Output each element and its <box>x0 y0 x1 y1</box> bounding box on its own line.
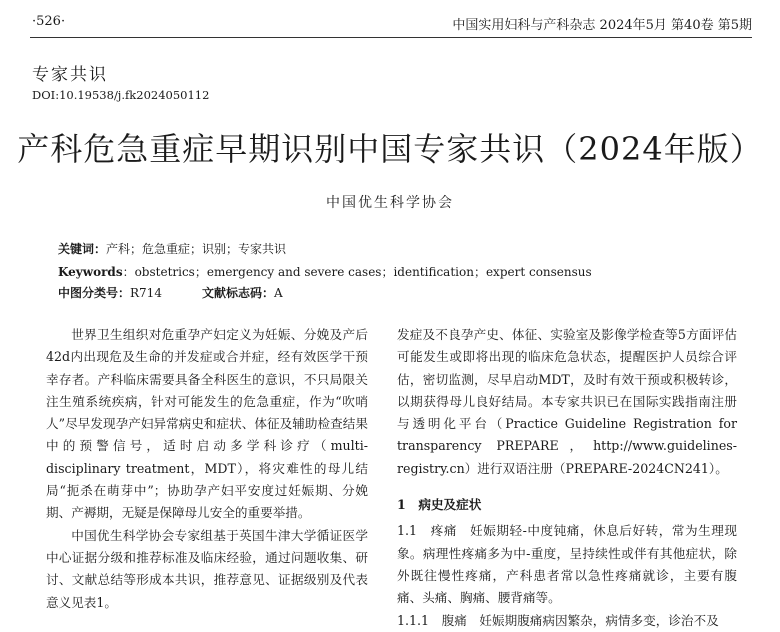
method-paragraph: 中国优生科学协会专家组基于英国牛津大学循证医学中心证据分级和推荐标准及临床经验，通过问题收集、研讨、文献总结等形成本共识，推荐意见、证据级别及代表意义见表1。 <box>46 527 368 610</box>
keywords-en-label: Keywords <box>58 265 123 279</box>
classification-label: 中图分类号： <box>58 286 131 300</box>
classification <box>58 284 283 301</box>
article-title: 产科危急重症早期识别中国专家共识（2024年版） <box>17 130 763 168</box>
keywords-en-value: ：obstetrics；emergency and severe cases；identification；expert consensus <box>122 265 592 279</box>
subsection-pain: 1.1 疼痛 妊娠期轻-中度钝痛，休息后好转，常为生理现象。病理性疼痛多为中-重度，呈持续性或伴有其他症状，除外既往慢性疼痛，产科患者常以急性疼痛就诊，主要有腹痛、头痛、胸痛、腰背痛等。 <box>397 523 737 606</box>
scope-paragraph: 发症及不良孕产史、体征、实验室及影像学检查等5方面评估可能发生或即将出现的临床危急状态，提醒医护人员综合评估，密切监测，尽早启动MDT，及时有效干预或积极转诊，以期获得母儿良好结局。本专家共识已在国际实践指南注册与透明化平台（Practice Guideline Registration for transparency PREPARE，http://www.guidelines-registry.cn）进行双语注册（PREPARE-2024CN241）。 <box>397 327 737 476</box>
section-heading: 1 病史及症状 <box>397 497 482 513</box>
keywords-cn-label: 关键词： <box>58 242 107 256</box>
document-code-value: A <box>273 286 283 300</box>
subsection-abdominal-pain: 1.1.1 腹痛 妊娠期腹痛病因繁杂，病情多变，诊治不及 <box>397 612 719 628</box>
article-category: 专家共识 <box>32 65 108 85</box>
header-rule <box>30 37 752 38</box>
keywords-en <box>58 263 592 280</box>
page-number: ·526· <box>32 14 66 29</box>
right-column <box>397 324 737 632</box>
keywords-cn-value: 产科；危急重症；识别；专家共识 <box>106 242 287 256</box>
document-code-label: 文献标志码： <box>201 286 274 300</box>
left-column <box>46 324 368 614</box>
doi: DOI:10.19538/j.fk2024050112 <box>32 88 210 102</box>
classification-value: R714 <box>130 286 162 300</box>
journal-header: 中国实用妇科与产科杂志 2024年5月 第40卷 第5期 <box>452 18 752 33</box>
intro-paragraph: 世界卫生组织对危重孕产妇定义为妊娠、分娩及产后42d内出现危及生命的并发症或合并症，经有效医学干预幸存者。产科临床需要具备全科医生的意识，不只局限关注生殖系统疾病，针对可能发生的危急重症，作为“吹哨人”尽早发现孕产妇异常病史和症状、体征及辅助检查结果中的预警信号，适时启动多学科诊疗（multi-disciplinary treatment，MDT），将灾难性的母儿结局“扼杀在萌芽中”；协助孕产妇平安度过妊娠期、分娩期、产褥期，无疑是保障母儿安全的重要举措。 <box>46 327 368 521</box>
author: 中国优生科学协会 <box>326 195 454 211</box>
keywords-cn <box>58 240 286 257</box>
